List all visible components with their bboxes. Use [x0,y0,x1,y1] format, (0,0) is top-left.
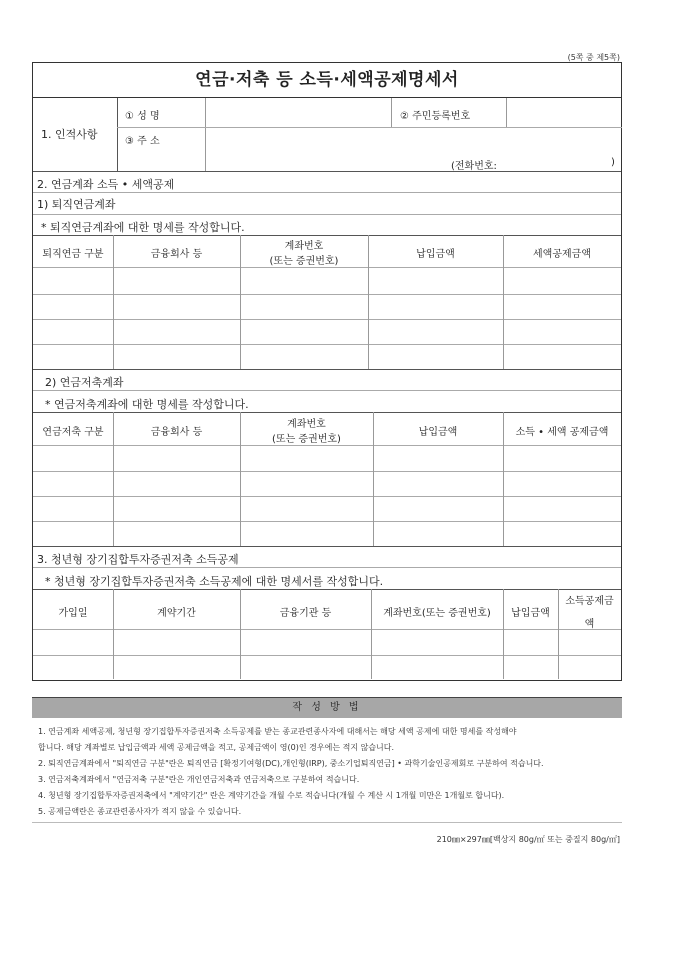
page-number: (5쪽 중 제5쪽) [567,53,620,62]
instruction-line: 1. 연금계좌 세액공제, 청년형 장기집합투자증권저축 소득공제를 받는 종교관련종사자에 대해서는 해당 세액 공제에 대한 명세를 작성해야 [38,727,517,736]
id-number-field[interactable] [511,103,616,123]
phone-field[interactable] [536,153,606,169]
section2-heading: 2. 연금계좌 소득 • 세액공제 [37,178,175,191]
instruction-line: 3. 연금저축계좌에서 "연금저축 구분"란은 개인연금저축과 연금저축으로 구분하여 적습니다. [38,775,360,784]
personal-info-label: 1. 인적사항 [41,128,98,141]
t2-col-institution: 금융회사 등 [150,427,203,438]
t1-col-account-sub: (또는 증권번호) [269,256,339,267]
instructions-heading: 작 성 방 법 [32,697,622,718]
savings-account-note: * 연금저축계좌에 대한 명세를 작성합니다. [45,398,249,411]
t2-col-paid: 납입금액 [418,427,458,438]
t1-col-type: 퇴직연금 구분 [42,249,104,260]
t1-col-institution: 금융회사 등 [150,249,203,260]
t2-col-account: 계좌번호 [287,419,326,430]
phone-label: (전화번호: [451,161,497,172]
phone-close: ) [611,157,615,168]
instruction-line: 2. 퇴직연금계좌에서 "퇴직연금 구분"란은 퇴직연금 [확정기여형(DC),개인형(IRP), 중소기업퇴직연금] • 과학기술인공제회로 구분하여 적습니다. [38,759,544,768]
savings-account-heading: 2) 연금저축계좌 [45,376,124,389]
t3-col-join-date: 가입일 [58,608,88,619]
address-label: ③ 주 소 [125,136,160,147]
t3-col-institution: 금융기관 등 [279,608,332,619]
t2-col-type: 연금저축 구분 [42,427,104,438]
pension-account-heading: 1) 퇴직연금계좌 [37,198,116,211]
form-frame [32,62,622,681]
address-field[interactable] [210,129,615,151]
section3-heading: 3. 청년형 장기집합투자증권저축 소득공제 [37,553,239,566]
instructions-divider [32,822,622,823]
pension-account-note: * 퇴직연금계좌에 대한 명세를 작성합니다. [41,221,245,234]
instruction-line: 합니다. 해당 계좌별로 납입금액과 세액 공제금액을 적고, 공제금액이 영(0)인 경우에는 적지 않습니다. [38,743,395,752]
id-number-label: ② 주민등록번호 [400,111,471,122]
t2-col-account-sub: (또는 증권번호) [272,434,341,445]
t1-col-account: 계좌번호 [284,241,324,252]
t3-col-account: 계좌번호(또는 증권번호) [383,608,491,619]
instruction-line: 4. 청년형 장기집합투자증권저축에서 "계약기간" 란은 계약기간을 개월 수로 적습니다(개월 수 계산 시 1개월 미만은 1개월로 합니다). [38,791,505,800]
paper-spec: 210㎜×297㎜[백상지 80g/㎡ 또는 중질지 80g/㎡] [436,835,620,844]
t1-col-credit: 세액공제금액 [533,249,591,260]
name-label: ① 성 명 [125,111,160,122]
section3-note: * 청년형 장기집합투자증권저축 소득공제에 대한 명세서를 작성합니다. [45,575,384,588]
t2-col-deduction: 소득 • 세액 공제금액 [515,427,609,438]
t3-col-contract-period: 계약기간 [157,608,196,619]
t3-col-deduction: 소득공제금 [565,596,614,607]
instruction-line: 5. 공제금액란은 종교관련종사자가 적지 않을 수 있습니다. [38,807,242,816]
t3-col-paid: 납입금액 [511,608,550,619]
t3-col-deduction-cont: 액 [584,619,595,630]
form-title: 연금·저축 등 소득·세액공제명세서 [33,63,621,98]
name-field[interactable] [210,103,386,123]
t1-col-paid: 납입금액 [416,249,455,260]
